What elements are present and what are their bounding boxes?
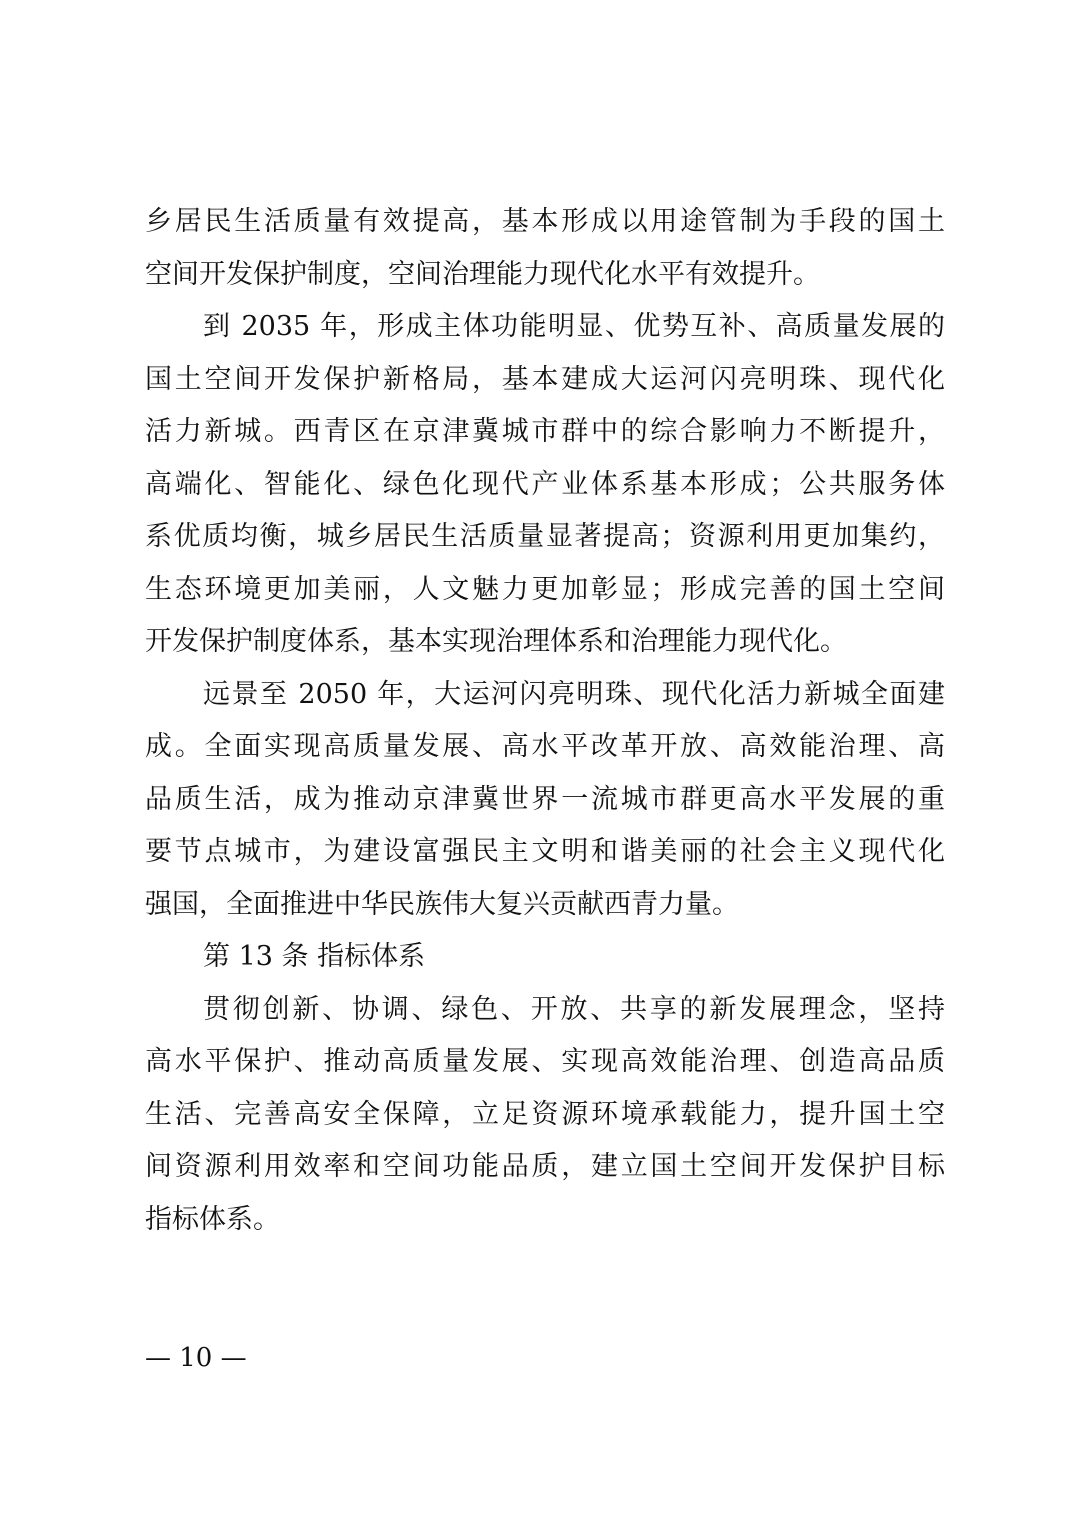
text-line: 高端化、智能化、绿色化现代产业体系基本形成；公共服务体 [145,468,945,500]
text-line: 指标体系。 [145,1203,280,1235]
text-line: 成。全面实现高质量发展、高水平改革开放、高效能治理、高 [145,731,945,762]
text-line: 生活、完善高安全保障，立足资源环境承载能力，提升国土空 [145,1098,945,1130]
text-line: 乡居民生活质量有效提高，基本形成以用途管制为手段的国土 [145,206,945,237]
text-line: 高水平保护、推动高质量发展、实现高效能治理、创造高品质 [145,1046,945,1077]
text-line: 系优质均衡，城乡居民生活质量显著提高；资源利用更加集约， [145,521,945,552]
page-number: — 10 — [145,1343,247,1373]
text-line: 间资源利用效率和空间功能品质，建立国土空间开发保护目标 [145,1151,945,1182]
text-line: 空间开发保护制度，空间治理能力现代化水平有效提升。 [145,258,820,290]
article-13-heading: 第 13 条 指标体系 [203,941,426,972]
text-line: 国土空间开发保护新格局，基本建成大运河闪亮明珠、现代化 [145,363,945,395]
text-line: 开发保护制度体系，基本实现治理体系和治理能力现代化。 [145,626,847,657]
text-line: 生态环境更加美丽，人文魅力更加彰显；形成完善的国土空间 [145,573,945,605]
paragraph-2035-line: 到 2035 年，形成主体功能明显、优势互补、高质量发展的 [203,311,945,342]
body-text [145,196,945,1246]
text-line: 品质生活，成为推动京津冀世界一流城市群更高水平发展的重 [145,783,945,815]
text-line: 要节点城市，为建设富强民主文明和谐美丽的社会主义现代化 [145,836,945,867]
text-line: 活力新城。西青区在京津冀城市群中的综合影响力不断提升， [145,416,945,447]
paragraph-indicator-line: 贯彻创新、协调、绿色、开放、共享的新发展理念，坚持 [203,993,945,1025]
paragraph-2050-line: 远景至 2050 年，大运河闪亮明珠、现代化活力新城全面建 [203,678,945,710]
text-line: 强国，全面推进中华民族伟大复兴贡献西青力量。 [145,888,739,920]
